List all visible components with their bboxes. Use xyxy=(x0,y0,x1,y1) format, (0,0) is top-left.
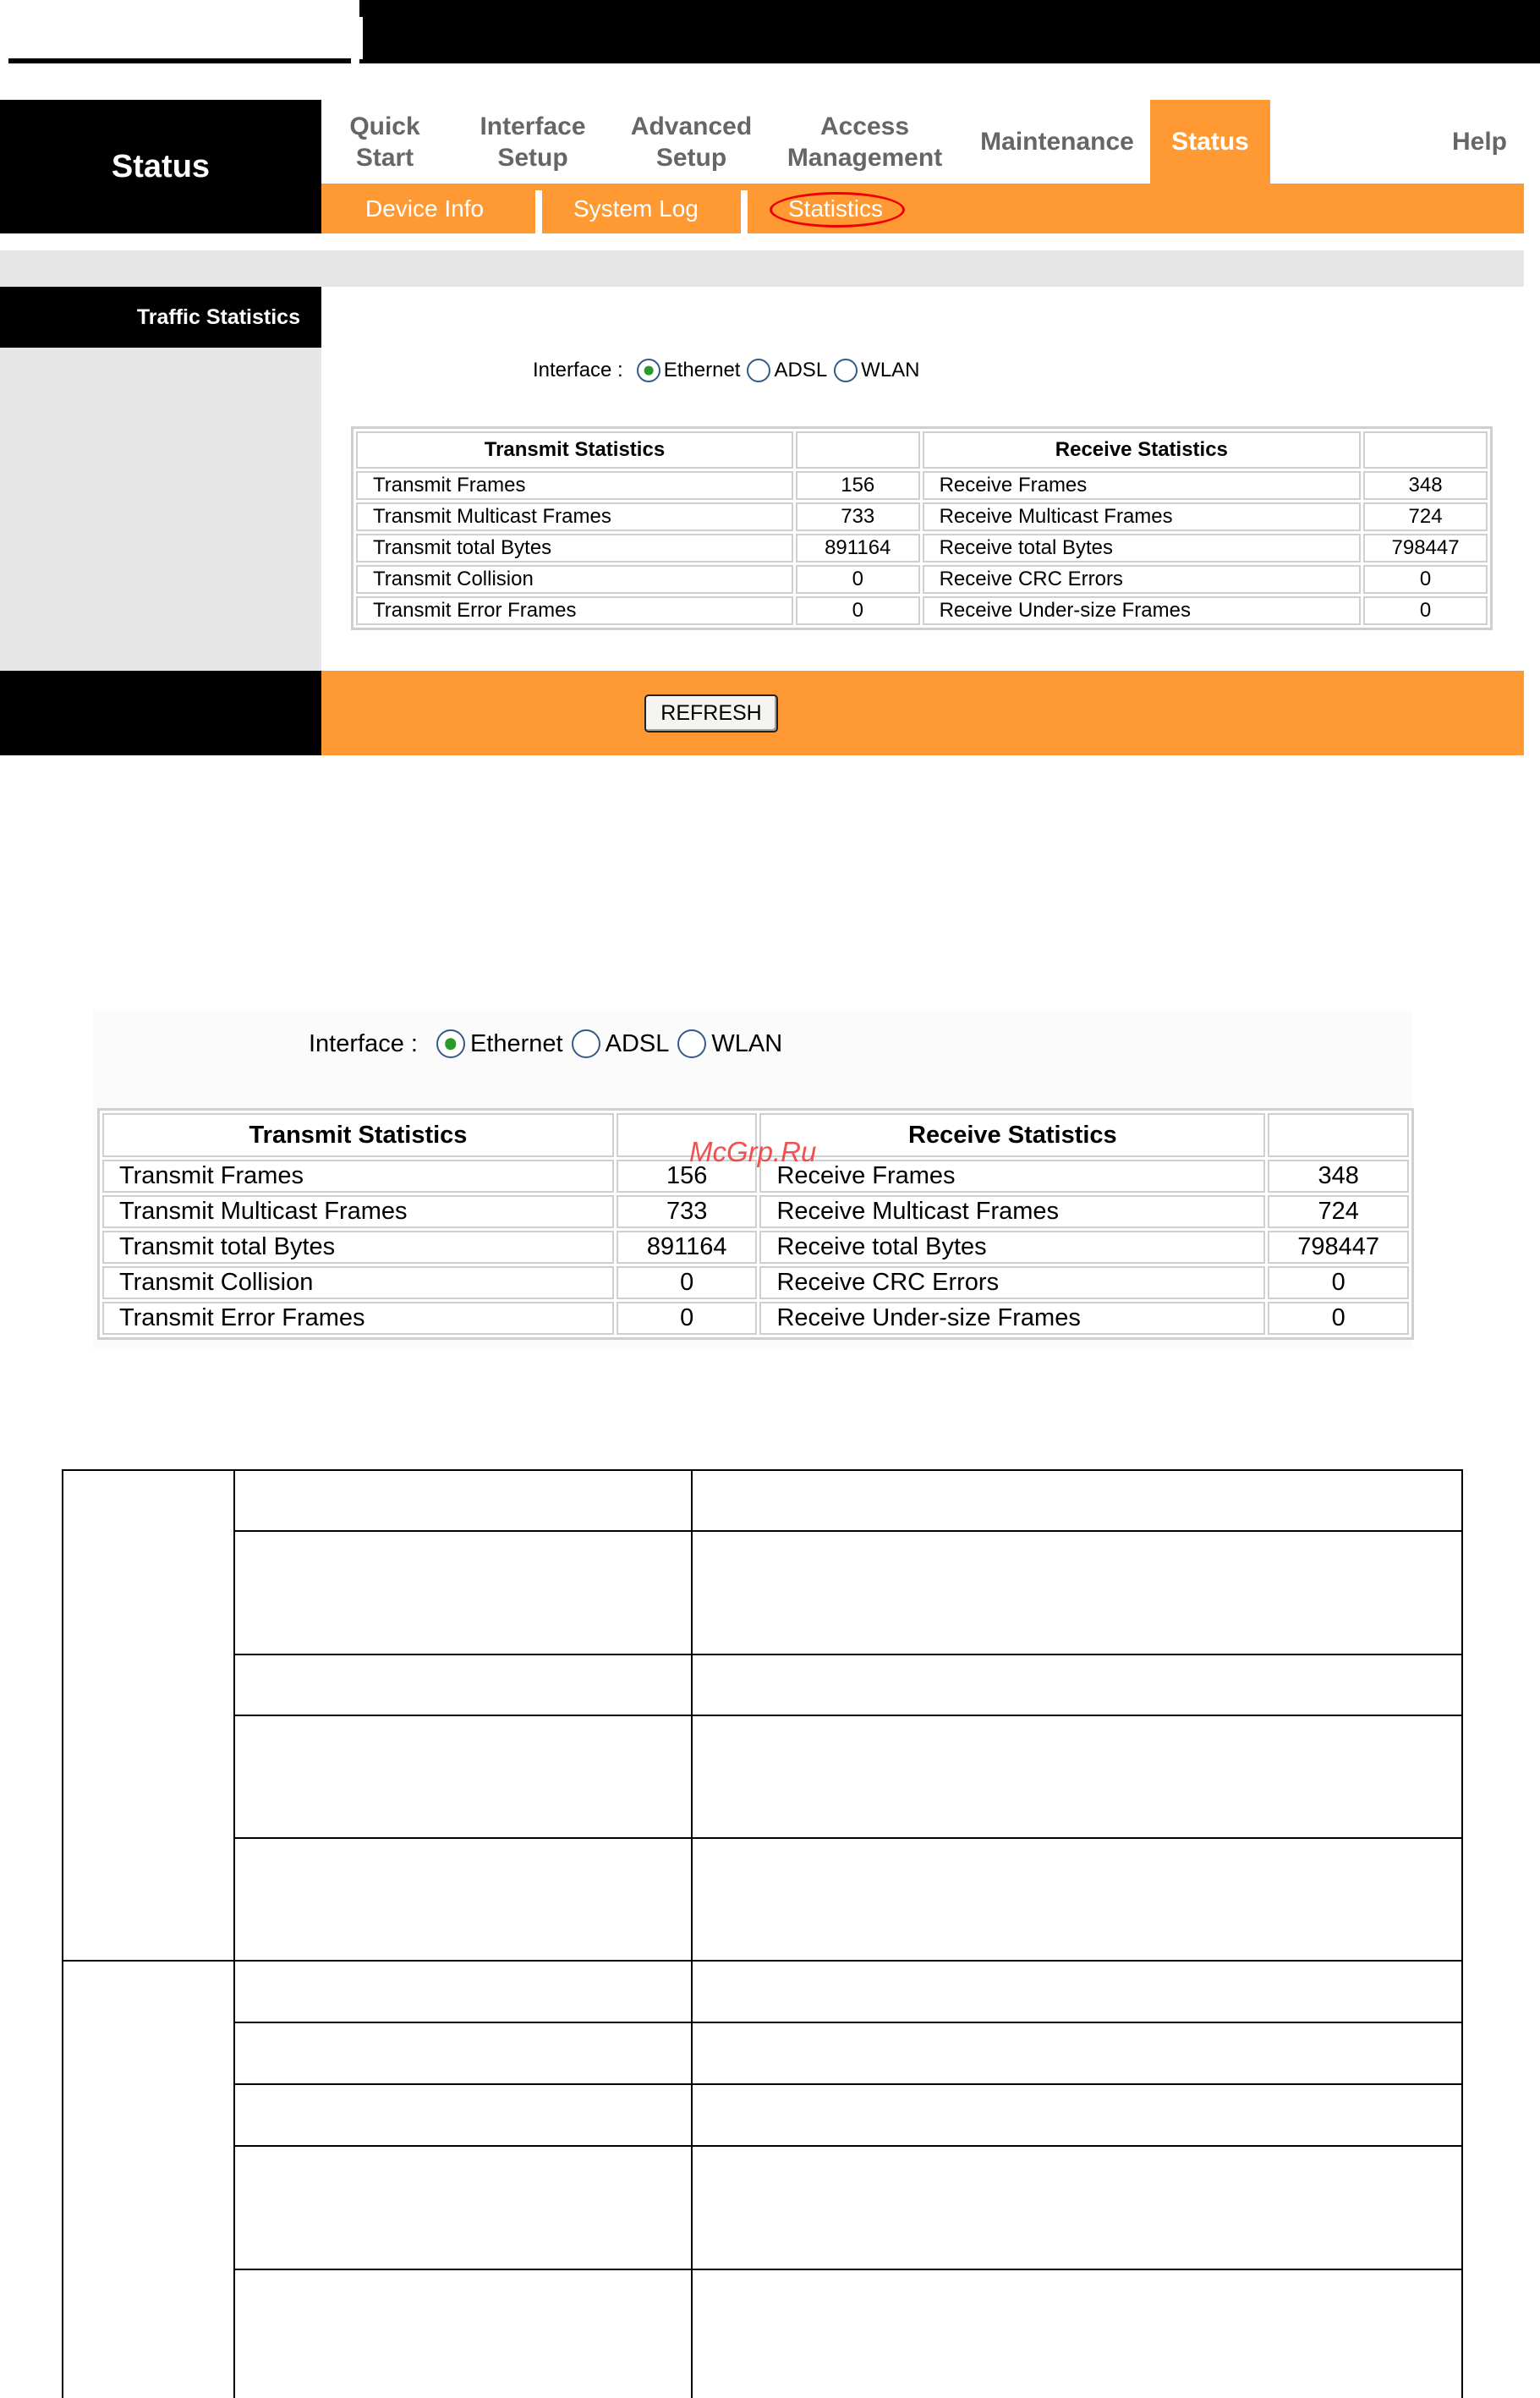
interface-label: Interface : xyxy=(309,1029,418,1057)
tx-value: 733 xyxy=(796,502,920,531)
rx-value: 798447 xyxy=(1268,1231,1409,1264)
tx-label: Transmit Multicast Frames xyxy=(102,1195,614,1228)
radio-adsl[interactable] xyxy=(747,359,770,382)
option-wlan: WLAN xyxy=(861,359,920,381)
nav-quick-start[interactable]: Quick Start xyxy=(349,112,420,172)
footer-left xyxy=(0,671,321,755)
blank-header xyxy=(1268,1113,1409,1157)
option-wlan: WLAN xyxy=(711,1029,783,1057)
rx-label: Receive Frames xyxy=(923,471,1362,500)
table-row xyxy=(356,596,1488,625)
main-nav xyxy=(321,100,1524,184)
tx-value: 0 xyxy=(617,1266,757,1299)
table-row xyxy=(356,565,1488,594)
tx-label: Transmit Error Frames xyxy=(102,1302,614,1335)
rx-value: 348 xyxy=(1363,471,1488,500)
highlight-circle xyxy=(770,192,905,228)
grid-line xyxy=(233,1530,1463,1532)
table-row xyxy=(356,534,1488,562)
statistics-table xyxy=(351,426,1493,630)
grid-line xyxy=(233,1837,1463,1839)
rx-value: 0 xyxy=(1363,565,1488,594)
tx-value: 156 xyxy=(796,471,920,500)
nav-access-management[interactable]: Access Management xyxy=(786,112,943,172)
rx-label: Receive Under-size Frames xyxy=(759,1302,1265,1335)
table-row xyxy=(102,1231,1409,1264)
tx-value: 891164 xyxy=(617,1231,757,1264)
grid-line xyxy=(233,2145,1463,2147)
option-adsl: ADSL xyxy=(774,359,828,381)
rx-label: Receive Multicast Frames xyxy=(923,502,1362,531)
top-black-bar xyxy=(359,0,1540,63)
nav-advanced-setup[interactable]: Advanced Setup xyxy=(630,112,753,172)
footer-bar xyxy=(321,671,1524,755)
tx-value: 0 xyxy=(796,596,920,625)
radio-adsl[interactable] xyxy=(572,1029,600,1058)
sub-nav xyxy=(321,184,1524,233)
rx-value: 724 xyxy=(1268,1195,1409,1228)
subnav-device-info[interactable]: Device Info xyxy=(365,195,485,222)
rx-value: 0 xyxy=(1268,1302,1409,1335)
radio-ethernet[interactable] xyxy=(436,1029,465,1058)
tx-value: 156 xyxy=(617,1160,757,1193)
grid-line xyxy=(62,1960,1463,1962)
rx-value: 724 xyxy=(1363,502,1488,531)
rx-value: 798447 xyxy=(1363,534,1488,562)
table-row xyxy=(102,1266,1409,1299)
tx-value: 891164 xyxy=(796,534,920,562)
grid-line xyxy=(233,1469,235,2398)
radio-wlan[interactable] xyxy=(677,1029,706,1058)
grid-line xyxy=(62,1469,63,2398)
radio-ethernet[interactable] xyxy=(637,359,660,382)
transmit-header: Transmit Statistics xyxy=(356,431,793,469)
interface-selector xyxy=(533,354,920,387)
grid-line xyxy=(233,2022,1463,2023)
table-row xyxy=(356,502,1488,531)
interface-label: Interface : xyxy=(533,359,623,381)
rx-label: Receive CRC Errors xyxy=(759,1266,1265,1299)
nav-maintenance[interactable]: Maintenance xyxy=(980,128,1134,156)
grid-line xyxy=(62,1469,1463,1471)
top-rule xyxy=(8,58,351,63)
grid-line xyxy=(1461,1469,1463,2398)
rx-label: Receive Frames xyxy=(759,1160,1265,1193)
description-table xyxy=(62,1469,1463,2398)
tx-value: 733 xyxy=(617,1195,757,1228)
receive-header: Receive Statistics xyxy=(923,431,1362,469)
tx-label: Transmit Multicast Frames xyxy=(356,502,793,531)
tx-label: Transmit total Bytes xyxy=(102,1231,614,1264)
option-ethernet: Ethernet xyxy=(469,1029,563,1057)
table-row xyxy=(102,1195,1409,1228)
transmit-header: Transmit Statistics xyxy=(102,1113,614,1157)
nav-help[interactable]: Help xyxy=(1451,128,1507,156)
option-adsl: ADSL xyxy=(605,1029,670,1057)
tx-value: 0 xyxy=(617,1302,757,1335)
rx-value: 348 xyxy=(1268,1160,1409,1193)
section-title: Status xyxy=(0,100,321,233)
tx-label: Transmit Collision xyxy=(102,1266,614,1299)
blank-header xyxy=(1363,431,1488,469)
tx-label: Transmit Collision xyxy=(356,565,793,594)
tx-label: Transmit Frames xyxy=(356,471,793,500)
grid-line xyxy=(691,1469,693,2398)
table-row xyxy=(356,471,1488,500)
subnav-system-log[interactable]: System Log xyxy=(573,195,699,222)
tx-value: 0 xyxy=(796,565,920,594)
rx-value: 0 xyxy=(1268,1266,1409,1299)
grey-band xyxy=(0,250,1524,287)
subnav-separator xyxy=(741,190,748,233)
nav-interface-setup[interactable]: Interface Setup xyxy=(480,112,586,172)
subnav-statistics[interactable]: Statistics xyxy=(788,195,884,222)
grid-line xyxy=(233,1715,1463,1716)
watermark: McGrp.Ru xyxy=(689,1136,817,1167)
blank-header xyxy=(796,431,920,469)
grid-line xyxy=(233,2269,1463,2270)
nav-status[interactable]: Status xyxy=(1150,100,1270,184)
rx-label: Receive Multicast Frames xyxy=(759,1195,1265,1228)
panel-label: Traffic Statistics xyxy=(0,287,321,348)
refresh-button[interactable]: REFRESH xyxy=(644,694,778,733)
rx-label: Receive total Bytes xyxy=(923,534,1362,562)
subnav-separator xyxy=(535,190,542,233)
tx-label: Transmit total Bytes xyxy=(356,534,793,562)
grid-line xyxy=(233,2083,1463,2085)
radio-wlan[interactable] xyxy=(834,359,858,382)
top-divider xyxy=(359,17,363,59)
grid-line xyxy=(233,1654,1463,1655)
tx-label: Transmit Frames xyxy=(102,1160,614,1193)
interface-selector-zoomed xyxy=(309,1023,782,1064)
tx-label: Transmit Error Frames xyxy=(356,596,793,625)
table-row xyxy=(102,1302,1409,1335)
rx-label: Receive total Bytes xyxy=(759,1231,1265,1264)
receive-header: Receive Statistics xyxy=(759,1113,1265,1157)
rx-label: Receive CRC Errors xyxy=(923,565,1362,594)
option-ethernet: Ethernet xyxy=(663,359,741,381)
rx-label: Receive Under-size Frames xyxy=(923,596,1362,625)
rx-value: 0 xyxy=(1363,596,1488,625)
